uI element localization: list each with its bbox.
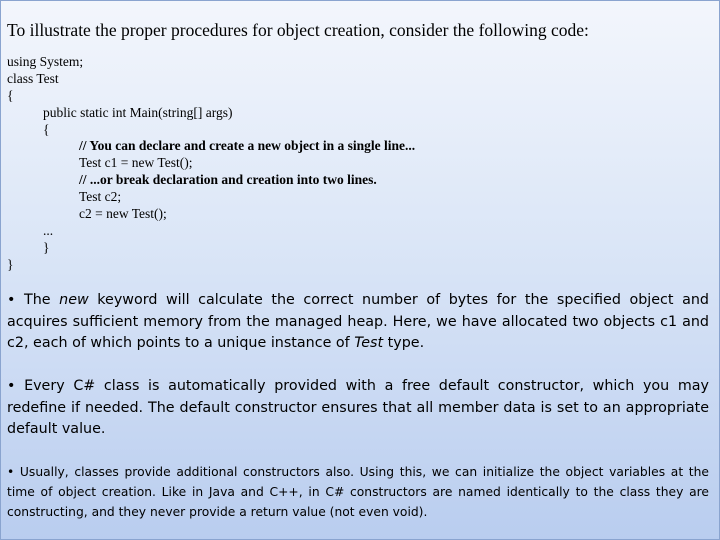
- code-line: {: [43, 121, 50, 137]
- bullet-text: type.: [383, 335, 425, 352]
- bullet-text: • The: [7, 292, 60, 308]
- slide-heading: To illustrate the proper procedures for object creation, consider the following code:: [7, 20, 589, 40]
- code-line: }: [7, 256, 14, 272]
- bullet-new-keyword: [7, 290, 709, 355]
- bullet-additional-constructors: • Usually, classes provide additional constructors also. Using this, we can initialize the object variables at the time of object creation. Like in Java and C++, in C# constructors are named identically to the class they are constructing, and they never provide a return value (not even void).: [7, 465, 709, 520]
- code-line: using System;: [7, 54, 84, 69]
- code-line: }: [43, 239, 50, 255]
- keyword-new: new: [59, 292, 89, 308]
- code-line: {: [7, 87, 14, 103]
- code-line: ...: [43, 222, 54, 238]
- code-comment: // You can declare and create a new object in a single line...: [79, 138, 416, 154]
- code-comment: // ...or break declaration and creation into two lines.: [79, 172, 377, 188]
- bullet-text: keyword will calculate the correct number of bytes for the specified object and acquires sufficient memory from the managed heap. Here, we have allocated two objects c1 and c2, each of which points to a unique instance of: [7, 292, 709, 352]
- code-line: c2 = new Test();: [79, 206, 167, 222]
- code-line: class Test: [7, 70, 59, 86]
- code-line: public static int Main(string[] args): [43, 104, 233, 120]
- type-name-test: Test: [354, 335, 384, 352]
- code-line: Test c1 = new Test();: [79, 155, 193, 171]
- bullet-default-constructor: • Every C# class is automatically provided with a free default constructor, which you may redefine if needed. The default constructor ensures that all member data is set to an appropriate default value.: [7, 378, 709, 438]
- code-block: [7, 54, 415, 274]
- code-line: Test c2;: [79, 189, 122, 205]
